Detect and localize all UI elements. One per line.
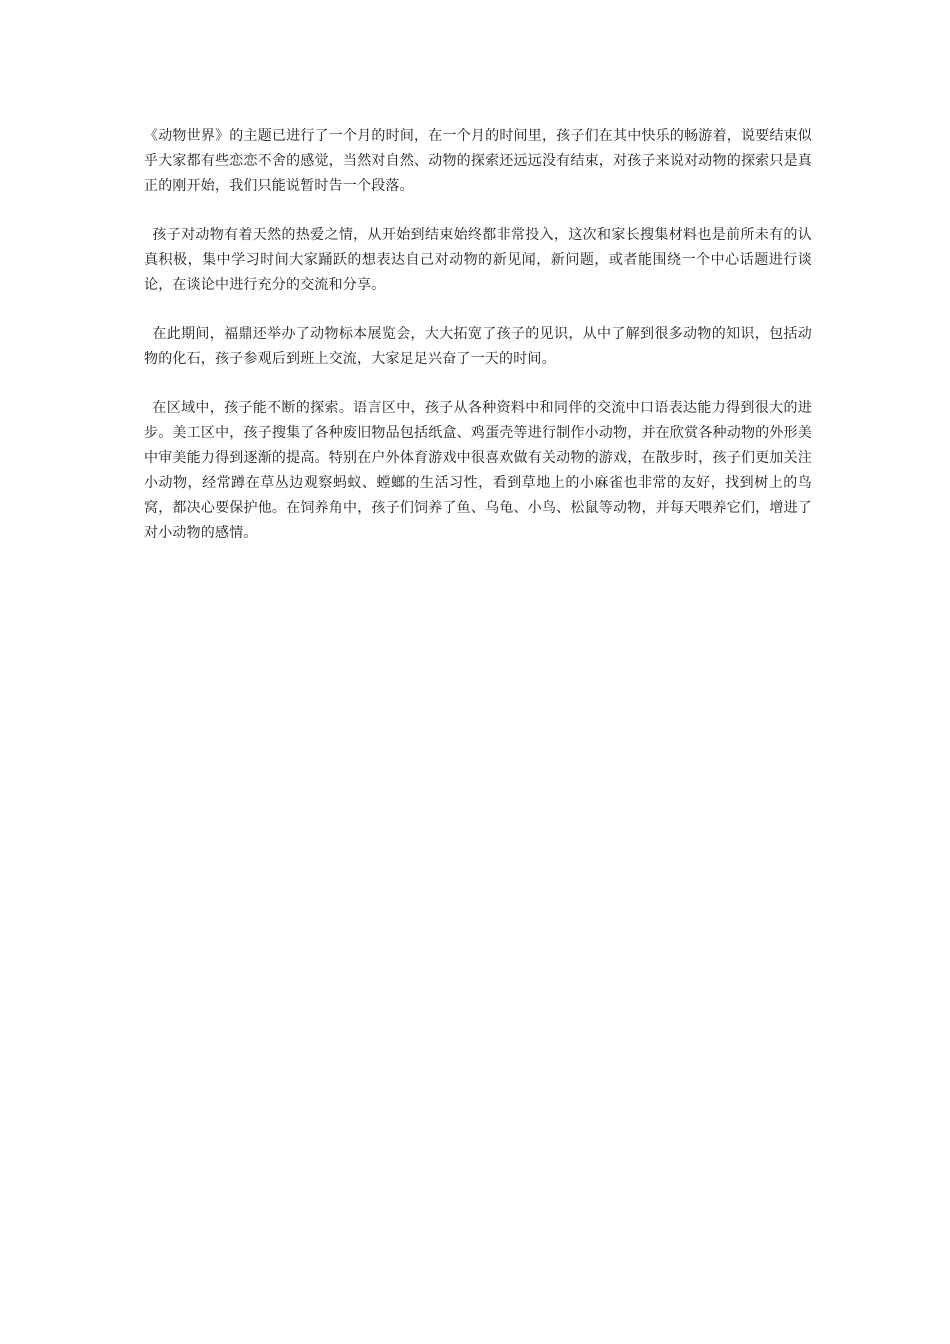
paragraph-2: 孩子对动物有着天然的热爱之情，从开始到结束始终都非常投入，这次和家长搜集材料也是前所未有的认真积极，集中学习时间大家踊跃的想表达自己对动物的新见闻，新问题，或者能围绕一个中心话题进行谈论，在谈论中进行充分的交流和分享。 [144,227,812,293]
document-body [144,124,812,570]
paragraph-3: 在此期间，福鼎还举办了动物标本展览会，大大拓宽了孩子的见识，从中了解到很多动物的知识，包括动物的化石，孩子参观后到班上交流，大家足足兴奋了一天的时间。 [144,326,812,367]
paragraph-4: 在区域中，孩子能不断的探索。语言区中，孩子从各种资料中和同伴的交流中口语表达能力得到很大的进步。美工区中，孩子搜集了各种废旧物品包括纸盒、鸡蛋壳等进行制作小动物，并在欣赏各种动物的外形美中审美能力得到逐渐的提高。特别在户外体育游戏中很喜欢做有关动物的游戏，在散步时，孩子们更加关注小动物，经常蹲在草丛边观察蚂蚁、螳螂的生活习性，看到草地上的小麻雀也非常的友好，找到树上的鸟窝，都决心要保护他。在饲养角中，孩子们饲养了鱼、乌龟、小鸟、松鼠等动物，并每天喂养它们，增进了对小动物的感情。 [144,400,812,541]
paragraph-1: 《动物世界》的主题已进行了一个月的时间，在一个月的时间里，孩子们在其中快乐的畅游着，说要结束似乎大家都有些恋恋不舍的感觉，当然对自然、动物的探索还远远没有结束，对孩子来说对动物的探索只是真正的刚开始，我们只能说暂时告一个段落。 [144,128,812,194]
